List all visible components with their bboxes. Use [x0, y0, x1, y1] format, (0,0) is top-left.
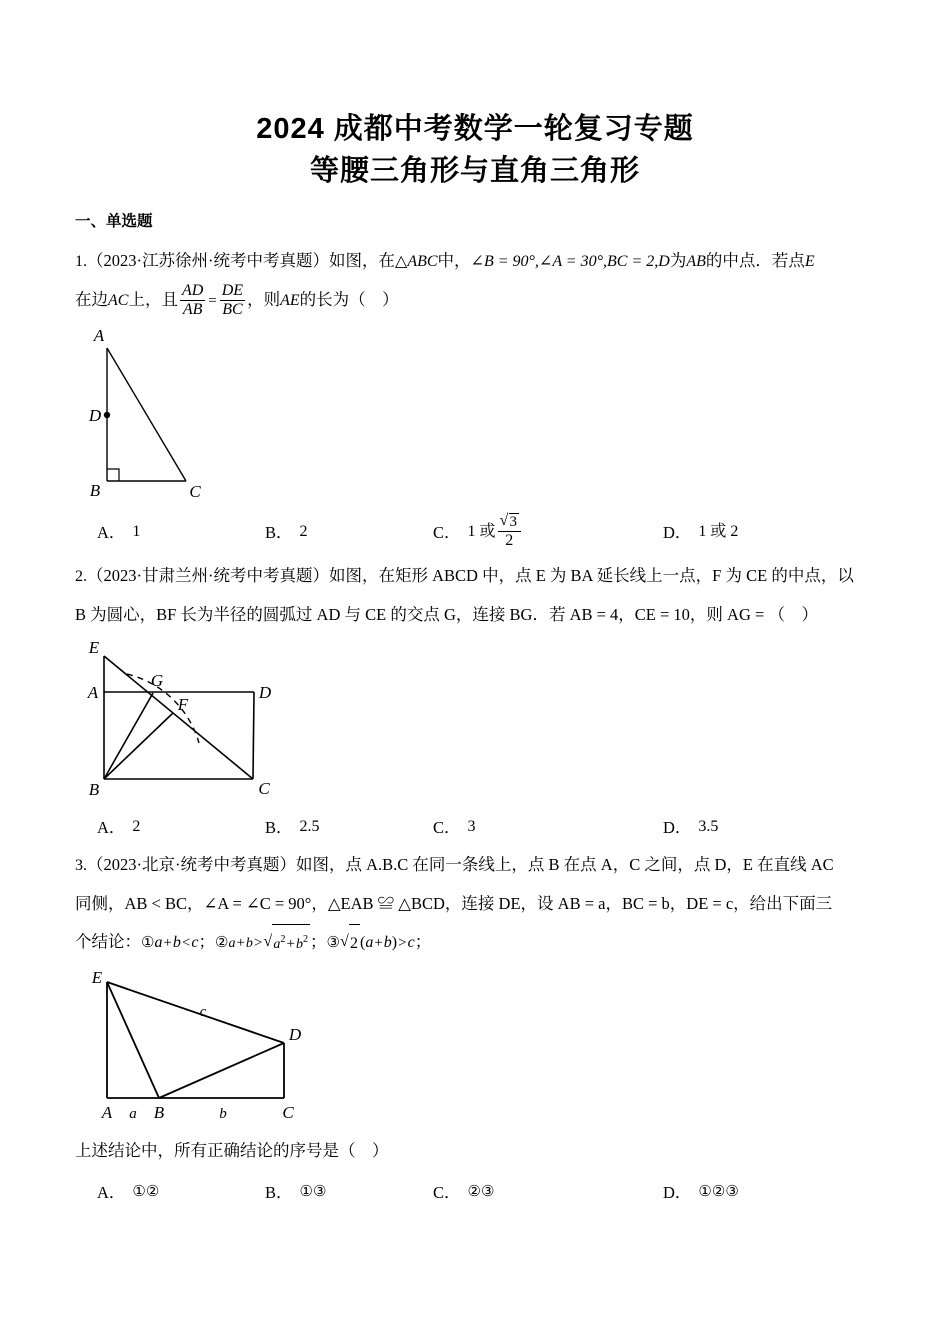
- question-1-options: [75, 514, 878, 551]
- option-3-C-label: C．: [433, 1182, 461, 1202]
- question-2-source: （2023·甘肃兰州·统考中考真题）: [87, 565, 329, 585]
- fraction-ad-ab: [180, 282, 205, 319]
- semicolon-1: ；: [198, 932, 215, 952]
- greater-than-2: >: [253, 935, 263, 952]
- question-1-cond-4: D: [658, 253, 670, 271]
- rectangle-arc-diagram: [75, 640, 375, 805]
- option-3-B-value: ①③: [299, 1183, 327, 1200]
- question-1-text-d: 的中点．若点: [705, 251, 805, 271]
- option-1-C-denominator: 2: [505, 531, 514, 549]
- conclusion-3-b: b: [383, 934, 392, 952]
- conclusion-marker-1: ①: [141, 935, 155, 952]
- option-1-B-value: 2: [299, 522, 308, 540]
- option-3-C-value: ②③: [467, 1183, 495, 1200]
- option-3-B-label: B．: [265, 1182, 293, 1202]
- segment-ED: [107, 982, 284, 1043]
- triangle-symbol: △: [395, 253, 408, 271]
- question-1-line-2: [75, 281, 878, 320]
- greater-than-3: >: [398, 935, 407, 952]
- option-1-C[interactable]: [433, 514, 663, 551]
- option-3-C[interactable]: [433, 1180, 663, 1206]
- question-1-line2-b: 上，且: [128, 290, 178, 310]
- option-1-D[interactable]: [663, 520, 831, 546]
- right-triangle-diagram: [75, 326, 335, 504]
- side-label-a: a: [129, 1105, 137, 1122]
- option-2-A-label: A．: [97, 817, 126, 837]
- question-3-line3-prefix: 个结论：: [75, 932, 141, 952]
- fraction-de-bc: [220, 282, 245, 319]
- question-1-cond-1: ∠B = 90°,: [470, 253, 539, 271]
- label-B: B: [88, 779, 100, 799]
- label-D: D: [88, 406, 102, 426]
- option-2-B-value: 2.5: [299, 818, 320, 836]
- paren-close-3: ): [391, 934, 398, 952]
- side-label-b: b: [219, 1105, 227, 1122]
- question-3-options: [75, 1180, 878, 1206]
- question-2-number: 2.: [75, 567, 87, 585]
- option-3-D[interactable]: [663, 1180, 831, 1206]
- question-1: [75, 242, 878, 551]
- label-D: D: [288, 1024, 302, 1044]
- question-1-line2-d: 的长为（ ）: [299, 290, 399, 310]
- option-2-D-value: 3.5: [698, 818, 719, 836]
- label-G: G: [150, 670, 164, 690]
- question-1-source: （2023·江苏徐州·统考中考真题）: [87, 251, 329, 271]
- option-1-C-label: C．: [433, 522, 461, 542]
- plus-sign-3: +: [374, 935, 383, 952]
- option-3-B[interactable]: [265, 1180, 433, 1206]
- option-1-C-value-prefix: 1 或: [467, 522, 496, 540]
- option-3-A[interactable]: [97, 1180, 265, 1206]
- segment-EB: [107, 982, 159, 1098]
- question-3-source: （2023·北京·统考中考真题）: [87, 855, 296, 875]
- question-1-triangle: ABC: [407, 253, 438, 271]
- segment-AC: [107, 348, 186, 481]
- option-1-B-label: B．: [265, 522, 293, 542]
- fraction-de-numerator: DE: [221, 281, 244, 299]
- conclusion-1-c: c: [191, 934, 199, 952]
- conclusion-3-a: a: [365, 934, 374, 952]
- option-2-A-value: 2: [132, 818, 141, 836]
- segment-EC: [104, 656, 253, 779]
- segment-BG: [104, 693, 153, 779]
- congruent-triangles-diagram: [75, 970, 395, 1128]
- point-D-marker: [104, 412, 110, 418]
- option-2-D-label: D．: [663, 817, 692, 837]
- document-content: [75, 210, 878, 1205]
- question-1-cond-3: BC = 2,: [607, 253, 659, 271]
- question-2-line1-text: 如图，在矩形 ABCD 中，点 E 为 BA 延长线上一点，F 为 CE 的中点，以: [329, 565, 854, 585]
- question-1-text-a: 如图，在: [329, 251, 395, 271]
- option-2-D[interactable]: [663, 815, 831, 841]
- less-than-1: <: [181, 935, 191, 952]
- question-2-line-2: [75, 596, 878, 634]
- conclusion-marker-3: ③: [326, 935, 340, 952]
- option-1-C-fraction: [498, 513, 522, 550]
- sqrt-3: √ 3: [500, 513, 520, 531]
- option-1-D-value: 1 或 2: [698, 522, 739, 540]
- option-2-C[interactable]: [433, 815, 663, 841]
- question-3-line2-text: 同侧，AB < BC，∠A = ∠C = 90°，△EAB ≌ △BCD，连接 DE，设 AB = a，BC = b，DE = c，给出下面三: [75, 894, 833, 914]
- question-2-line2-text: B 为圆心，BF 长为半径的圆弧过 AD 与 CE 的交点 G，连接 BG．若 AB = 4，CE = 10，则 AG = （ ）: [75, 604, 818, 624]
- question-1-cond-2: ∠A = 30°,: [538, 253, 607, 271]
- option-3-D-label: D．: [663, 1182, 692, 1202]
- question-1-segment-ae: AE: [280, 292, 300, 310]
- question-1-line2-c: ，则: [247, 290, 281, 310]
- label-E: E: [91, 969, 103, 987]
- semicolon-3: ；: [414, 932, 432, 952]
- label-A: A: [93, 326, 105, 346]
- question-3-line-1: [75, 846, 878, 885]
- conclusion-2-b: b: [245, 936, 253, 952]
- equals-sign: =: [208, 293, 217, 310]
- question-1-cond-5: AB: [686, 253, 706, 271]
- question-1-segment-ac: AC: [108, 292, 129, 310]
- question-1-number: 1.: [75, 253, 87, 271]
- plus-sign-2: +: [236, 935, 245, 952]
- side-label-c: c: [199, 1003, 207, 1020]
- conclusion-1-b: b: [172, 934, 181, 952]
- option-3-A-value: ①②: [132, 1183, 160, 1200]
- question-2-options: [75, 815, 878, 841]
- page-title-line1: 2024 成都中考数学一轮复习专题: [256, 113, 694, 145]
- figure-question-2: [75, 640, 878, 805]
- question-1-line-1: [75, 242, 878, 281]
- question-2: [75, 557, 878, 841]
- question-3-number: 3.: [75, 857, 87, 875]
- segment-DC: [253, 692, 254, 779]
- question-3-line-2: [75, 885, 878, 923]
- label-D: D: [258, 682, 272, 702]
- right-angle-mark-B: [107, 469, 119, 481]
- fraction-ad-denominator: AB: [182, 300, 203, 318]
- label-A: A: [87, 682, 99, 702]
- option-1-D-label: D．: [663, 522, 692, 542]
- option-3-A-label: A．: [97, 1182, 126, 1202]
- option-1-A-value: 1: [132, 522, 141, 540]
- sqrt-a2-plus-b2: √ $a^2+b^2$: [263, 924, 310, 964]
- section-heading: 一、单选题: [75, 213, 153, 230]
- plus-sign-1: +: [163, 935, 172, 952]
- question-3-line1-text: 如图，点 A.B.C 在同一条线上，点 B 在点 A，C 之间，点 D，E 在直线 AC: [296, 855, 834, 875]
- question-3-line-3: [75, 923, 878, 963]
- option-2-C-value: 3: [467, 818, 476, 836]
- segment-BD: [159, 1043, 284, 1098]
- question-1-text-c: 为: [669, 251, 687, 271]
- option-1-C-numerator: [498, 513, 522, 532]
- option-1-B[interactable]: [265, 520, 433, 546]
- page-title-line2: 等腰三角形与直角三角形: [309, 155, 640, 187]
- label-C: C: [282, 1102, 294, 1122]
- question-1-line2-a: 在边: [75, 290, 108, 310]
- title-block: [0, 0, 950, 192]
- label-A: A: [101, 1102, 113, 1122]
- option-2-C-label: C．: [433, 817, 461, 837]
- option-2-A[interactable]: [97, 815, 265, 841]
- label-C: C: [258, 778, 270, 798]
- label-F: F: [177, 694, 189, 714]
- paren-open-3: (: [360, 934, 366, 952]
- option-2-B-label: B．: [265, 817, 293, 837]
- option-3-D-value: ①②③: [698, 1183, 739, 1200]
- question-1-text-b: 中，: [437, 251, 471, 271]
- fraction-ad-numerator: AD: [181, 281, 204, 299]
- conclusion-2-a: a: [228, 936, 236, 952]
- segment-BF: [104, 713, 173, 779]
- option-1-A-label: A．: [97, 522, 126, 542]
- label-B: B: [153, 1102, 165, 1122]
- question-3-tail-text: 上述结论中，所有正确结论的序号是（ ）: [75, 1140, 389, 1160]
- question-3: [75, 846, 878, 1205]
- fraction-de-denominator: BC: [222, 300, 243, 318]
- semicolon-2: ；: [310, 932, 327, 952]
- figure-question-3: [75, 970, 878, 1128]
- sqrt-2: √ 2: [340, 924, 360, 963]
- question-3-tail: [75, 1132, 878, 1170]
- label-E: E: [88, 639, 100, 657]
- question-2-line-1: [75, 557, 878, 596]
- option-2-B[interactable]: [265, 815, 433, 841]
- option-1-A[interactable]: [97, 520, 265, 546]
- question-1-cond-6: E: [804, 253, 815, 271]
- conclusion-1-expr: a: [154, 934, 163, 952]
- conclusion-marker-2: ②: [215, 935, 229, 952]
- label-B: B: [89, 481, 101, 501]
- conclusion-3-c: c: [407, 934, 415, 952]
- figure-question-1: [75, 326, 878, 504]
- label-C: C: [189, 482, 201, 502]
